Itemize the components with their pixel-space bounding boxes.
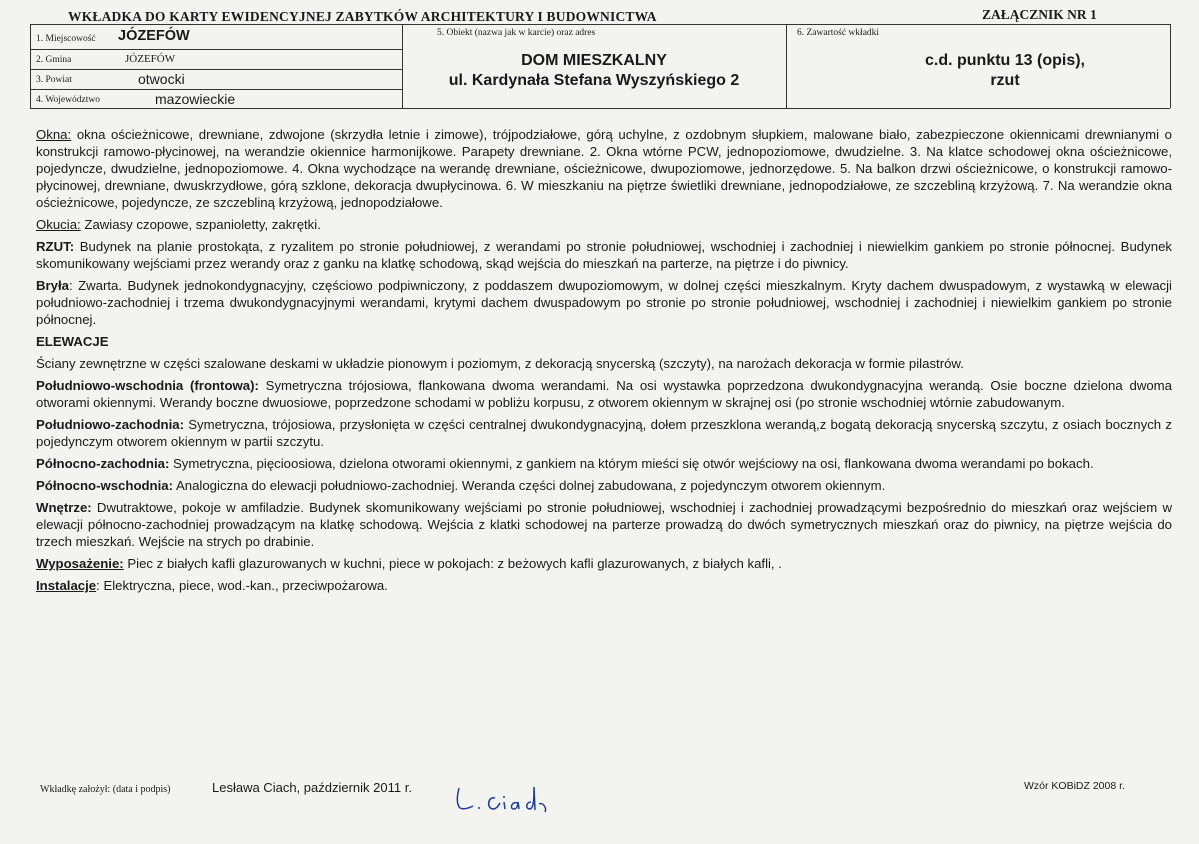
field-label-voivodeship: 4. Województwo (36, 95, 100, 105)
section-paragraph (36, 333, 1172, 350)
annex-number: ZAŁĄCZNIK NR 1 (982, 7, 1097, 22)
section-paragraph (36, 377, 1172, 411)
divider (786, 24, 787, 108)
section-heading: Wyposażenie: (36, 556, 124, 571)
field-label-locality: 1. Miejscowość (36, 34, 96, 44)
divider (30, 49, 402, 50)
section-text: okna ościeżnicowe, drewniane, zdwojone (skrzydła letnie i zimowe), trójpodziałowe, górą uchylne, z ozdobnym słupkiem, malowane biało, zabezpieczone okiennicami drewnianymi o konstrukcji ramowo-płycinowej, na werandzie okiennice harmonijkowe. Parapety drewniane. 2. Okna wtórne PCW, jednopoziomowe, dwudzielne. 3. Na klatce schodowej okna ościeżnicowe, pojedyncze, dwudzielne, jednopoziomowe. 4. Okna wychodzące na werandę drewniane, ościeżnicowe, dwupoziomowe, jednorzędowe. 5. Na balkon drzwi ościeżnicowe, o konstrukcji ramowo-płycinowej, drewniane, dwuskrzydłowe, górą szklone, dekoracja dwupłycinowa. 6. W mieszkaniu na piętrze świetliki drewniane, jednopodziałowe, ze szczebliną krzyżową. 7. Na werandzie okna ościeżnicowe, pojedyncze, ze szczebliną krzyżową, jednopodziałowe. (36, 127, 1172, 210)
section-heading: Okna: (36, 127, 72, 142)
divider (30, 24, 1170, 25)
section-heading: Północno-zachodnia: (36, 456, 170, 471)
footer-label: Wkładkę założył: (data i podpis) (40, 784, 171, 795)
section-heading: Bryła (36, 278, 69, 293)
divider (30, 108, 1170, 109)
section-text: Analogiczna do elewacji południowo-zachodniej. Weranda części dolnej zabudowana, z pojedynczym otworem okiennym. (173, 478, 886, 493)
content-line-2: rzut (990, 72, 1020, 89)
section-text: Symetryczna trójosiowa, flankowana dwoma werandami. Na osi wystawka poprzedzona dwukondygnacyjna werandą. Osie boczne dzielona dwoma otworami okiennymi. Werandy boczne dwuosiowe, poprzedzone schodami w pobliżu korpusu, z otworem okiennym w skrajnej osi (po stronie wschodniej wtórnie zabudowanym. (36, 378, 1173, 410)
form-template-version: Wzór KOBiDZ 2008 r. (1024, 780, 1125, 792)
handwritten-signature (455, 782, 555, 821)
section-paragraph (36, 238, 1172, 272)
object-name: DOM MIESZKALNY (521, 52, 667, 69)
divider (30, 24, 31, 108)
divider (30, 89, 402, 90)
section-paragraph (36, 416, 1172, 450)
field-value-commune: JÓZEFÓW (125, 53, 176, 65)
section-heading: Południowo-wschodnia (frontowa): (36, 378, 259, 393)
section-heading: Wnętrze: (36, 500, 92, 515)
section-text: : Elektryczna, piece, wod.-kan., przeciwpożarowa. (96, 578, 388, 593)
field-value-voivodeship: mazowieckie (155, 91, 236, 107)
field-label-content: 6. Zawartość wkładki (797, 28, 880, 38)
object-address: ul. Kardynała Stefana Wyszyńskiego 2 (448, 72, 740, 89)
section-paragraph (36, 126, 1172, 211)
divider (1170, 24, 1171, 108)
section-paragraph (36, 555, 1172, 572)
section-paragraph (36, 277, 1172, 328)
section-paragraph (36, 499, 1172, 550)
field-value-county: otwocki (138, 71, 185, 87)
section-text: Ściany zewnętrzne w części szalowane deskami w układzie pionowym i poziomym, z dekoracją snycerską (szczyty), na narożach dekoracja w formie pilastrów. (36, 356, 964, 371)
section-paragraph (36, 577, 1172, 594)
section-heading: ELEWACJE (36, 334, 109, 349)
section-heading: Okucia: (36, 217, 81, 232)
field-value-locality: JÓZEFÓW (118, 28, 190, 44)
section-text: : Zwarta. Budynek jednokondygnacyjny, częściowo podpiwniczony, z poddaszem dwupoziomowym, w dolnej części mieszkalnym. Kryty dachem dwuspadowym, z wystawką w elewacji południowo-zachodniej i trzema dwukondygnacyjnymi werandami, krytymi dachem dwuspadowym po stronie po stronie południowej, wschodniej i zachodniej i niewielkim gankiem po stronie północnej. (36, 278, 1172, 327)
divider (30, 69, 402, 70)
section-heading: Północno-wschodnia: (36, 478, 174, 493)
page-title: WKŁADKA DO KARTY EWIDENCYJNEJ ZABYTKÓW ARCHITEKTURY I BUDOWNICTWA (68, 9, 657, 24)
section-text: Dwutraktowe, pokoje w amfiladzie. Budynek skomunikowany wejściami po stronie południowej, wschodniej i zachodniej prowadzącymi bezpośrednio do mieszkań oraz wejściem w elewacji północno-zachodniej prowadzącym na klatkę schodową. Wejścia z klatki schodowej na parterze prowadzą do dwóch symetrycznych mieszkań oraz do piwnicy, na piętrze wejścia do trzech mieszkań. Wejście na strych po drabinie. (36, 500, 1172, 549)
section-paragraph (36, 455, 1172, 472)
field-label-county: 3. Powiat (36, 75, 72, 85)
description-body (36, 126, 1172, 599)
field-label-commune: 2. Gmina (36, 55, 72, 65)
section-text: Symetryczna, trójosiowa, przysłonięta w części centralnej dwukondygnacyjną, dołem przeszklona werandą,z bogatą dekoracją snycerską szczytu, z osiach bocznych z pojedynczym otworem okiennym w partii szczytu. (36, 417, 1172, 449)
section-heading: Południowo-zachodnia: (36, 417, 184, 432)
section-heading: RZUT: (36, 239, 75, 254)
section-paragraph (36, 355, 1172, 372)
section-text: Zawiasy czopowe, szpanioletty, zakrętki. (80, 217, 321, 232)
section-paragraph (36, 477, 1172, 494)
section-text: Piec z białych kafli glazurowanych w kuchni, piece w pokojach: z beżowych kafli glazurowanych, z białych kafli, . (123, 556, 782, 571)
content-line-1: c.d. punktu 13 (opis), (924, 52, 1085, 69)
section-heading: Instalacje (36, 578, 97, 593)
section-text: Budynek na planie prostokąta, z ryzalitem po stronie południowej, z werandami po stronie południowej, wschodniej i zachodniej i niewielkim gankiem po stronie północnej. Budynek skomunikowany wejściami przez werandy oraz z ganku na klatkę schodową, skąd wejścia do mieszkań na parterze, na piętrze i do piwnicy. (36, 239, 1172, 271)
section-paragraph (36, 216, 1172, 233)
section-text: Symetryczna, pięcioosiowa, dzielona otworami okiennymi, z gankiem na którym mieści się otwór wejściowy na osi, flankowana dwoma werandami po bokach. (169, 456, 1094, 471)
field-label-object: 5. Obiekt (nazwa jak w karcie) oraz adres (437, 28, 596, 38)
footer-author: Lesława Ciach, październik 2011 r. (212, 780, 412, 795)
